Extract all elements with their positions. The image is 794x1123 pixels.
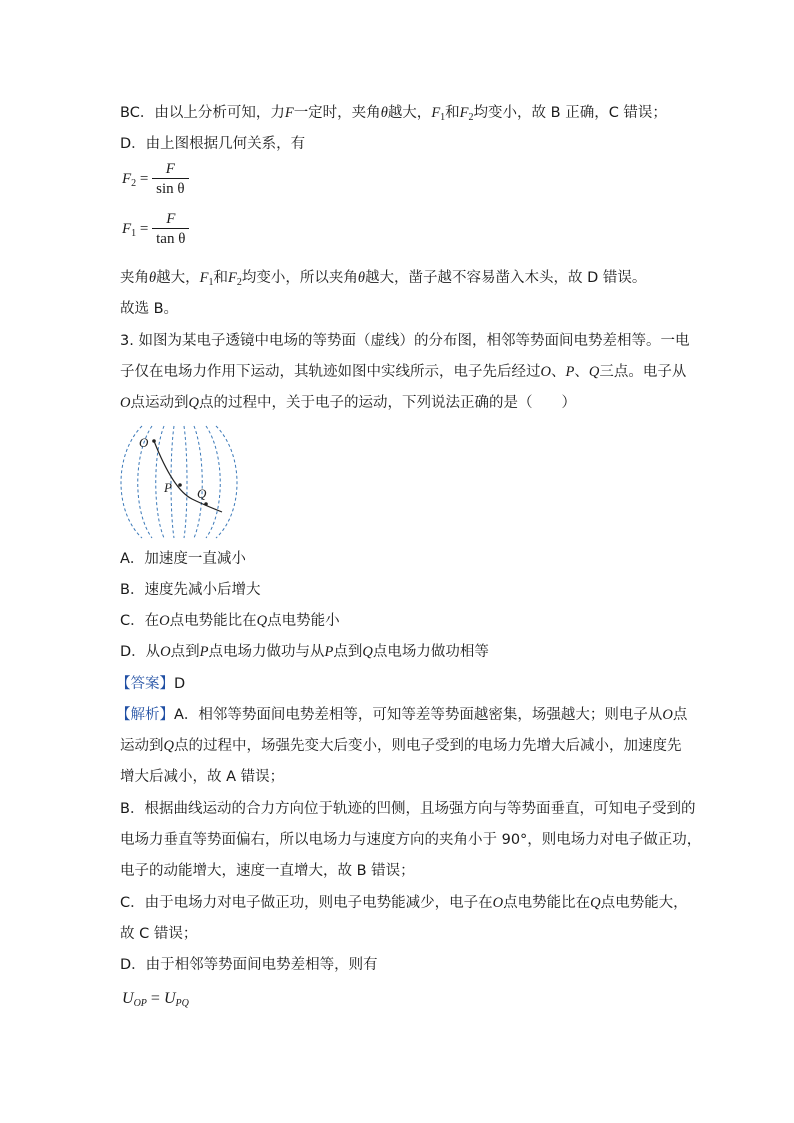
- question-3-line-1: 3. 如图为某电子透镜中电场的等势面（虚线）的分布图，相邻等势面间电势差相等。一电: [120, 333, 690, 349]
- math-var: Q: [590, 895, 601, 911]
- text-line: 故选 B。: [120, 301, 179, 317]
- analysis-tag: 【解析】: [116, 707, 174, 723]
- text: 一定时，夹角: [293, 105, 381, 121]
- subscript: PQ: [175, 998, 189, 1009]
- subscript: OP: [133, 998, 147, 1009]
- answer-tag: 【答案】: [116, 676, 174, 692]
- answer-value: D: [174, 676, 186, 692]
- text: 点的过程中，场强先变大后变小，则电子受到的电场力先增大后减小，加速度先: [173, 738, 682, 754]
- math-var: O: [662, 707, 673, 723]
- subscript: 2: [236, 277, 242, 288]
- equipotential-line-7: [206, 426, 220, 538]
- math-var: F: [459, 105, 469, 121]
- option-b: B．速度先减小后增大: [120, 582, 261, 598]
- math-var: P: [199, 644, 209, 660]
- equipotential-line-3: [156, 426, 164, 538]
- text: 点到: [170, 644, 200, 660]
- math-var: U: [163, 990, 176, 1007]
- text: 三点。电子从: [599, 364, 687, 380]
- math-var: P: [565, 364, 575, 380]
- formula-f2: [122, 160, 189, 199]
- option-c: [120, 611, 340, 631]
- analysis-line-3: 增大后减小，故 A 错误；: [120, 769, 285, 785]
- question-3-line-2: [120, 362, 686, 382]
- text: 越大，: [387, 105, 432, 121]
- math-var: U: [122, 990, 134, 1007]
- subscript: 2: [131, 177, 137, 189]
- subscript: 1: [440, 112, 446, 123]
- analysis-line-5: 电场力垂直等势面偏右，所以电场力与速度方向的夹角小于 90°，则电场力对电子做正功，: [120, 832, 702, 848]
- text: 和: [445, 105, 460, 121]
- label-o: O: [139, 435, 149, 450]
- text: 子仅在电场力作用下运动，其轨迹如图中实线所示，电子先后经过: [120, 364, 541, 380]
- label-p: P: [164, 480, 172, 495]
- math-var: F: [227, 270, 237, 286]
- analysis-line-6: 电子的动能增大，速度一直增大，故 B 错误；: [120, 863, 415, 879]
- text: 均变小，故 B 正确，C 错误；: [473, 105, 667, 121]
- formula-u: [122, 990, 189, 1009]
- math-var: O: [540, 364, 551, 380]
- text-line: D．由上图根据几何关系，有: [120, 136, 306, 152]
- text: C．在: [120, 613, 160, 629]
- text: 均变小，所以夹角: [241, 270, 358, 286]
- point-o-dot: [152, 439, 156, 443]
- fraction: [152, 160, 188, 199]
- text: 点电势能小: [267, 613, 340, 629]
- text: 越大，凿子越不容易凿入木头，故 D 错误。: [364, 270, 647, 286]
- text: A．相邻等势面间电势差相等，可知等差等势面越密集，场强越大；则电子从: [174, 707, 663, 723]
- analysis-line-8: 故 C 错误；: [120, 926, 198, 942]
- text-line: [120, 268, 646, 293]
- text-line: [120, 103, 667, 128]
- numerator: F: [152, 210, 189, 229]
- numerator: F: [152, 160, 188, 179]
- analysis-line-7: [120, 893, 688, 913]
- math-var: Q: [188, 395, 199, 411]
- equals: =: [136, 170, 153, 187]
- answer-line: [116, 674, 185, 694]
- math-var: Q: [256, 613, 268, 629]
- math-var: O: [120, 395, 131, 411]
- equals: =: [136, 220, 153, 237]
- text: 点电势能大，: [600, 895, 688, 911]
- text: 点运动到: [130, 395, 189, 411]
- option-d: [120, 642, 489, 662]
- equipotential-line-5: [184, 426, 187, 538]
- text: 点电场力做功相等: [372, 644, 489, 660]
- equipotential-line-8: [216, 426, 237, 538]
- text: 点电场力做功与从: [208, 644, 325, 660]
- text: 点的过程中，关于电子的运动，下列说法正确的是（ ）: [198, 395, 576, 411]
- text: 、: [574, 364, 589, 380]
- denominator: sin θ: [156, 181, 185, 197]
- text: 点电势能比在: [503, 895, 591, 911]
- math-var: O: [159, 613, 170, 629]
- electron-trajectory: [154, 441, 222, 512]
- analysis-line-4: B．根据曲线运动的合力方向位于轨迹的凹侧，且场强方向与等势面垂直，可知电子受到的: [120, 801, 696, 817]
- math-var: θ: [149, 270, 157, 286]
- point-q-dot: [204, 502, 208, 506]
- text: 越大，: [156, 270, 200, 286]
- math-var: F: [431, 105, 441, 121]
- math-var: O: [492, 895, 504, 911]
- text: 点到: [333, 644, 363, 660]
- text: 点电势能比在: [169, 613, 257, 629]
- text: 和: [213, 270, 228, 286]
- fraction: [152, 210, 189, 249]
- math-var: F: [122, 220, 132, 237]
- formula-f1: [122, 210, 189, 249]
- math-var: θ: [357, 270, 365, 286]
- analysis-line-1: [116, 705, 687, 725]
- option-a: A．加速度一直减小: [120, 551, 246, 567]
- text: BC．由以上分析可知，力: [120, 105, 285, 121]
- text: 运动到: [120, 738, 164, 754]
- question-3-line-3: [120, 393, 576, 413]
- denominator: tan θ: [156, 231, 186, 247]
- math-var: P: [324, 644, 334, 660]
- point-p-dot: [178, 483, 182, 487]
- text: 、: [550, 364, 566, 380]
- subscript: 2: [468, 112, 474, 123]
- math-var: F: [199, 270, 209, 286]
- text: 点: [672, 707, 688, 723]
- analysis-line-9: D．由于相邻等势面间电势差相等，则有: [120, 957, 378, 973]
- math-var: Q: [588, 364, 600, 380]
- equals: =: [146, 990, 164, 1007]
- label-q: Q: [197, 486, 207, 501]
- equipotential-line-6: [194, 426, 202, 538]
- analysis-line-2: [120, 736, 681, 756]
- math-var: F: [122, 170, 132, 187]
- subscript: 1: [208, 277, 214, 288]
- equipotential-figure: [120, 424, 240, 542]
- text: D．从: [120, 644, 161, 660]
- math-var: F: [284, 105, 294, 121]
- text: C．由于电场力对电子做正功，则电子电势能减少，电子在: [120, 895, 493, 911]
- math-var: θ: [380, 105, 388, 121]
- math-var: O: [160, 644, 171, 660]
- math-var: Q: [163, 738, 174, 754]
- subscript: 1: [131, 227, 137, 239]
- text: 夹角: [120, 270, 149, 286]
- math-var: Q: [362, 644, 373, 660]
